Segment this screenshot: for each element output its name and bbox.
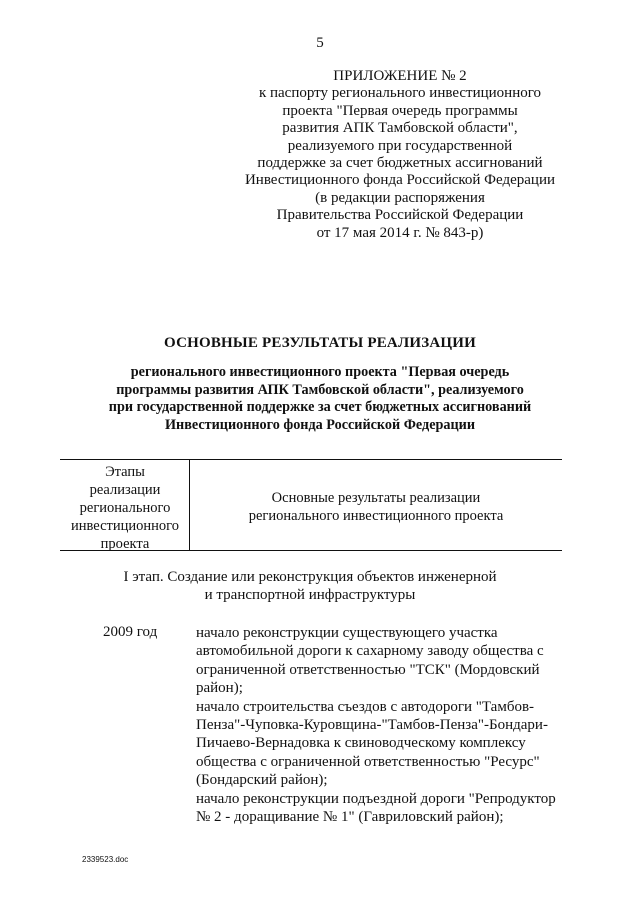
table-header-line: проекта bbox=[100, 536, 150, 552]
table-header-line: реализации bbox=[89, 482, 161, 498]
table-header-line: регионального инвестиционного проекта bbox=[248, 508, 504, 524]
appendix-line: к паспорту регионального инвестиционного bbox=[258, 85, 542, 102]
stage-heading-line: I этап. Создание или реконструкция объектов инженерной bbox=[123, 569, 497, 585]
result-line: общества с ограниченной ответственностью "Ресурс" bbox=[196, 753, 540, 770]
result-line: Пичаево-Вернадовка к свиноводческому комплексу bbox=[196, 735, 526, 752]
result-line: № 2 - доращивание № 1" (Гавриловский район); bbox=[196, 809, 504, 826]
result-line: автомобильной дороги к сахарному заводу общества с bbox=[196, 643, 544, 660]
table-header-stages bbox=[61, 463, 189, 553]
result-line: начало реконструкции существующего участка bbox=[196, 625, 498, 641]
appendix-line: развития АПК Тамбовской области", bbox=[282, 120, 518, 137]
appendix-line: реализуемого при государственной bbox=[287, 137, 513, 154]
stage-heading bbox=[60, 568, 560, 604]
document-subtitle bbox=[60, 364, 580, 434]
stage-heading-line: и транспортной инфраструктуры bbox=[204, 587, 416, 603]
table-top-rule bbox=[60, 459, 562, 460]
appendix-line: проекта "Первая очередь программы bbox=[282, 102, 518, 119]
year-label: 2009 год bbox=[103, 624, 158, 640]
table-header-line: Основные результаты реализации bbox=[271, 490, 481, 506]
result-line: ограниченной ответственностью "ТСК" (Мордовский bbox=[196, 661, 540, 678]
table-header-line: регионального bbox=[79, 500, 171, 516]
appendix-header bbox=[215, 68, 585, 242]
result-line: начало реконструкции подъездной дороги "Репродуктор bbox=[196, 790, 556, 807]
appendix-line: Инвестиционного фонда Российской Федерации bbox=[244, 172, 556, 189]
subtitle-line: при государственной поддержке за счет бюджетных ассигнований bbox=[108, 399, 532, 415]
appendix-line: (в редакции распоряжения bbox=[315, 189, 485, 206]
subtitle-line: программы развития АПК Тамбовской области", реализуемого bbox=[116, 381, 524, 398]
result-line: Пенза"-Чуповка-Куровщина-"Тамбов-Пенза"-Бондари- bbox=[196, 717, 548, 734]
appendix-line: ПРИЛОЖЕНИЕ № 2 bbox=[333, 68, 467, 84]
page-number: 5 bbox=[316, 35, 324, 51]
result-line: (Бондарский район); bbox=[196, 772, 328, 789]
table-header-line: инвестиционного bbox=[71, 518, 179, 534]
appendix-line: от 17 мая 2014 г. № 843-р) bbox=[316, 224, 484, 241]
table-header-line: Этапы bbox=[105, 464, 145, 480]
result-line: начало строительства съездов с автодороги "Тамбов- bbox=[196, 698, 535, 715]
appendix-line: Правительства Российской Федерации bbox=[276, 207, 524, 224]
subtitle-line: регионального инвестиционного проекта "Первая очередь bbox=[130, 364, 510, 380]
result-line: район); bbox=[196, 680, 243, 697]
subtitle-line: Инвестиционного фонда Российской Федерации bbox=[164, 416, 476, 433]
file-name-footer: 2339523.doc bbox=[82, 855, 129, 864]
document-title: ОСНОВНЫЕ РЕЗУЛЬТАТЫ РЕАЛИЗАЦИИ bbox=[164, 335, 476, 351]
table-header-results bbox=[190, 489, 562, 525]
appendix-line: поддержке за счет бюджетных ассигнований bbox=[257, 155, 543, 172]
results-text bbox=[196, 624, 576, 826]
